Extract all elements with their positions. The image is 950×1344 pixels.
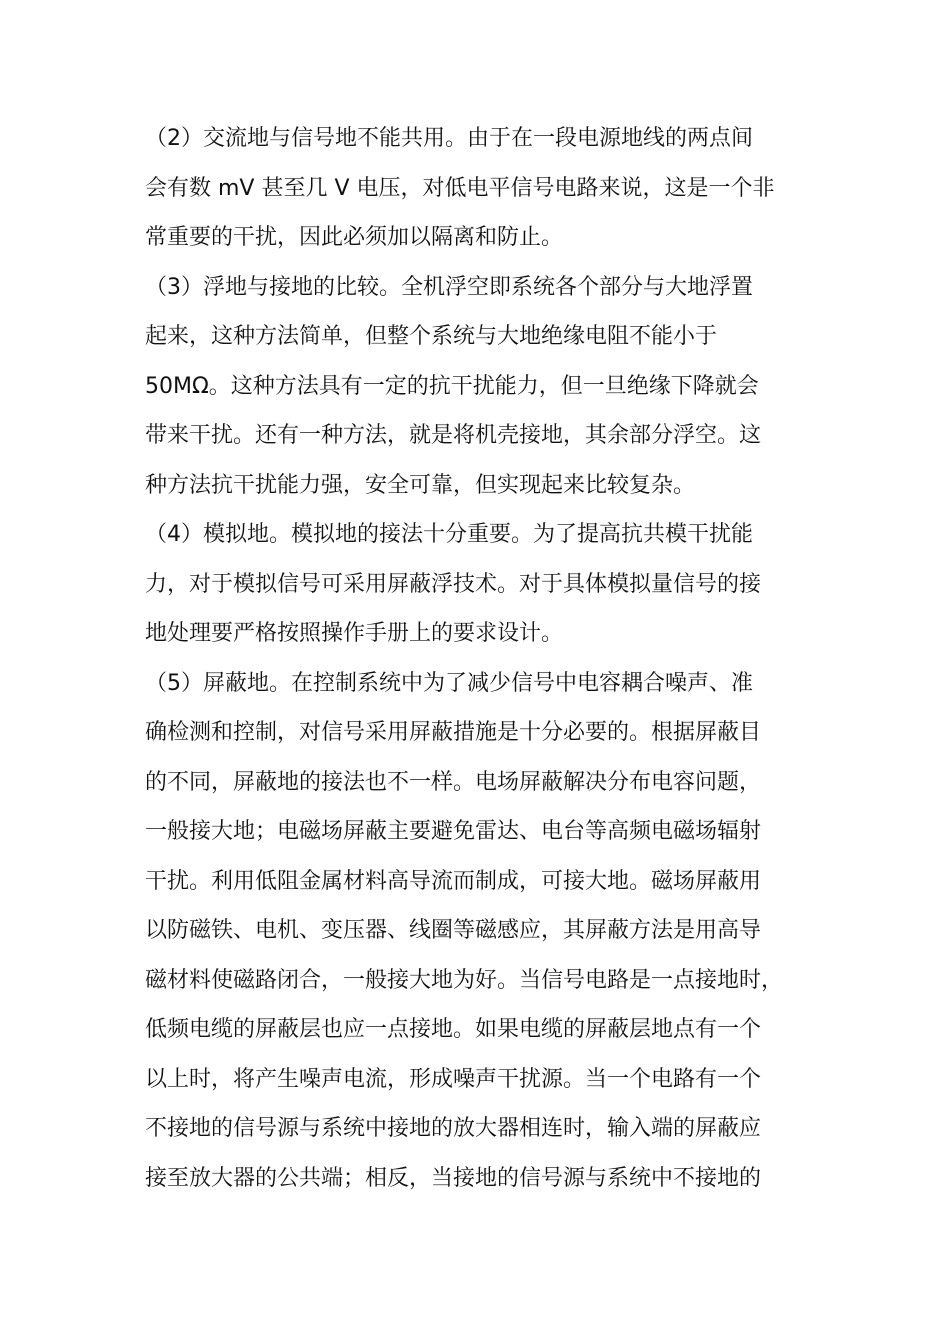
text-line: 起来，这种方法简单，但整个系统与大地绝缘电阻不能小于 [145,324,718,349]
text-line: （2）交流地与信号地不能共用。由于在一段电源地线的两点间 [145,126,753,151]
text-line: （5）屏蔽地。在控制系统中为了减少信号中电容耦合噪声、准 [145,670,753,696]
text-line: 确检测和控制，对信号采用屏蔽措施是十分必要的。根据屏蔽目 [145,720,762,745]
body-text [145,114,865,1203]
text-line: 接至放大器的公共端；相反，当接地的信号源与系统中不接地的 [145,1165,762,1191]
text-line: 不接地的信号源与系统中接地的放大器相连时，输入端的屏蔽应 [145,1116,762,1141]
text-line: 带来干扰。还有一种方法，就是将机壳接地，其余部分浮空。这 [145,423,762,448]
text-line: 一般接大地；电磁场屏蔽主要避免雷达、电台等高频电磁场辐射 [145,819,762,844]
text-line: 的不同，屏蔽地的接法也不一样。电场屏蔽解决分布电容问题， [145,769,762,795]
text-line: 会有数 mV 甚至几 V 电压，对低电平信号电路来说，这是一个非 [145,175,775,201]
text-line: 以上时，将产生噪声电流，形成噪声干扰源。当一个电路有一个 [145,1066,762,1092]
text-line: （3）浮地与接地的比较。全机浮空即系统各个部分与大地浮置 [145,274,753,300]
text-line: 力，对于模拟信号可采用屏蔽浮技术。对于具体模拟量信号的接 [145,571,762,597]
text-line: 种方法抗干扰能力强，安全可靠，但实现起来比较复杂。 [145,472,696,498]
text-line: （4）模拟地。模拟地的接法十分重要。为了提高抗共模干扰能 [145,522,753,547]
text-line: 低频电缆的屏蔽层也应一点接地。如果电缆的屏蔽层地点有一个 [145,1017,762,1042]
text-line: 50MΩ。这种方法具有一定的抗干扰能力，但一旦绝缘下降就会 [145,373,759,399]
text-line: 干扰。利用低阻金属材料高导流而制成，可接大地。磁场屏蔽用 [145,868,762,894]
text-line: 地处理要严格按照操作手册上的要求设计。 [145,621,564,646]
text-line: 以防磁铁、电机、变压器、线圈等磁感应，其屏蔽方法是用高导 [145,918,762,943]
text-line: 磁材料使磁路闭合，一般接大地为好。当信号电路是一点接地时， [145,967,784,993]
text-line: 常重要的干扰，因此必须加以隔离和防止。 [145,225,564,250]
